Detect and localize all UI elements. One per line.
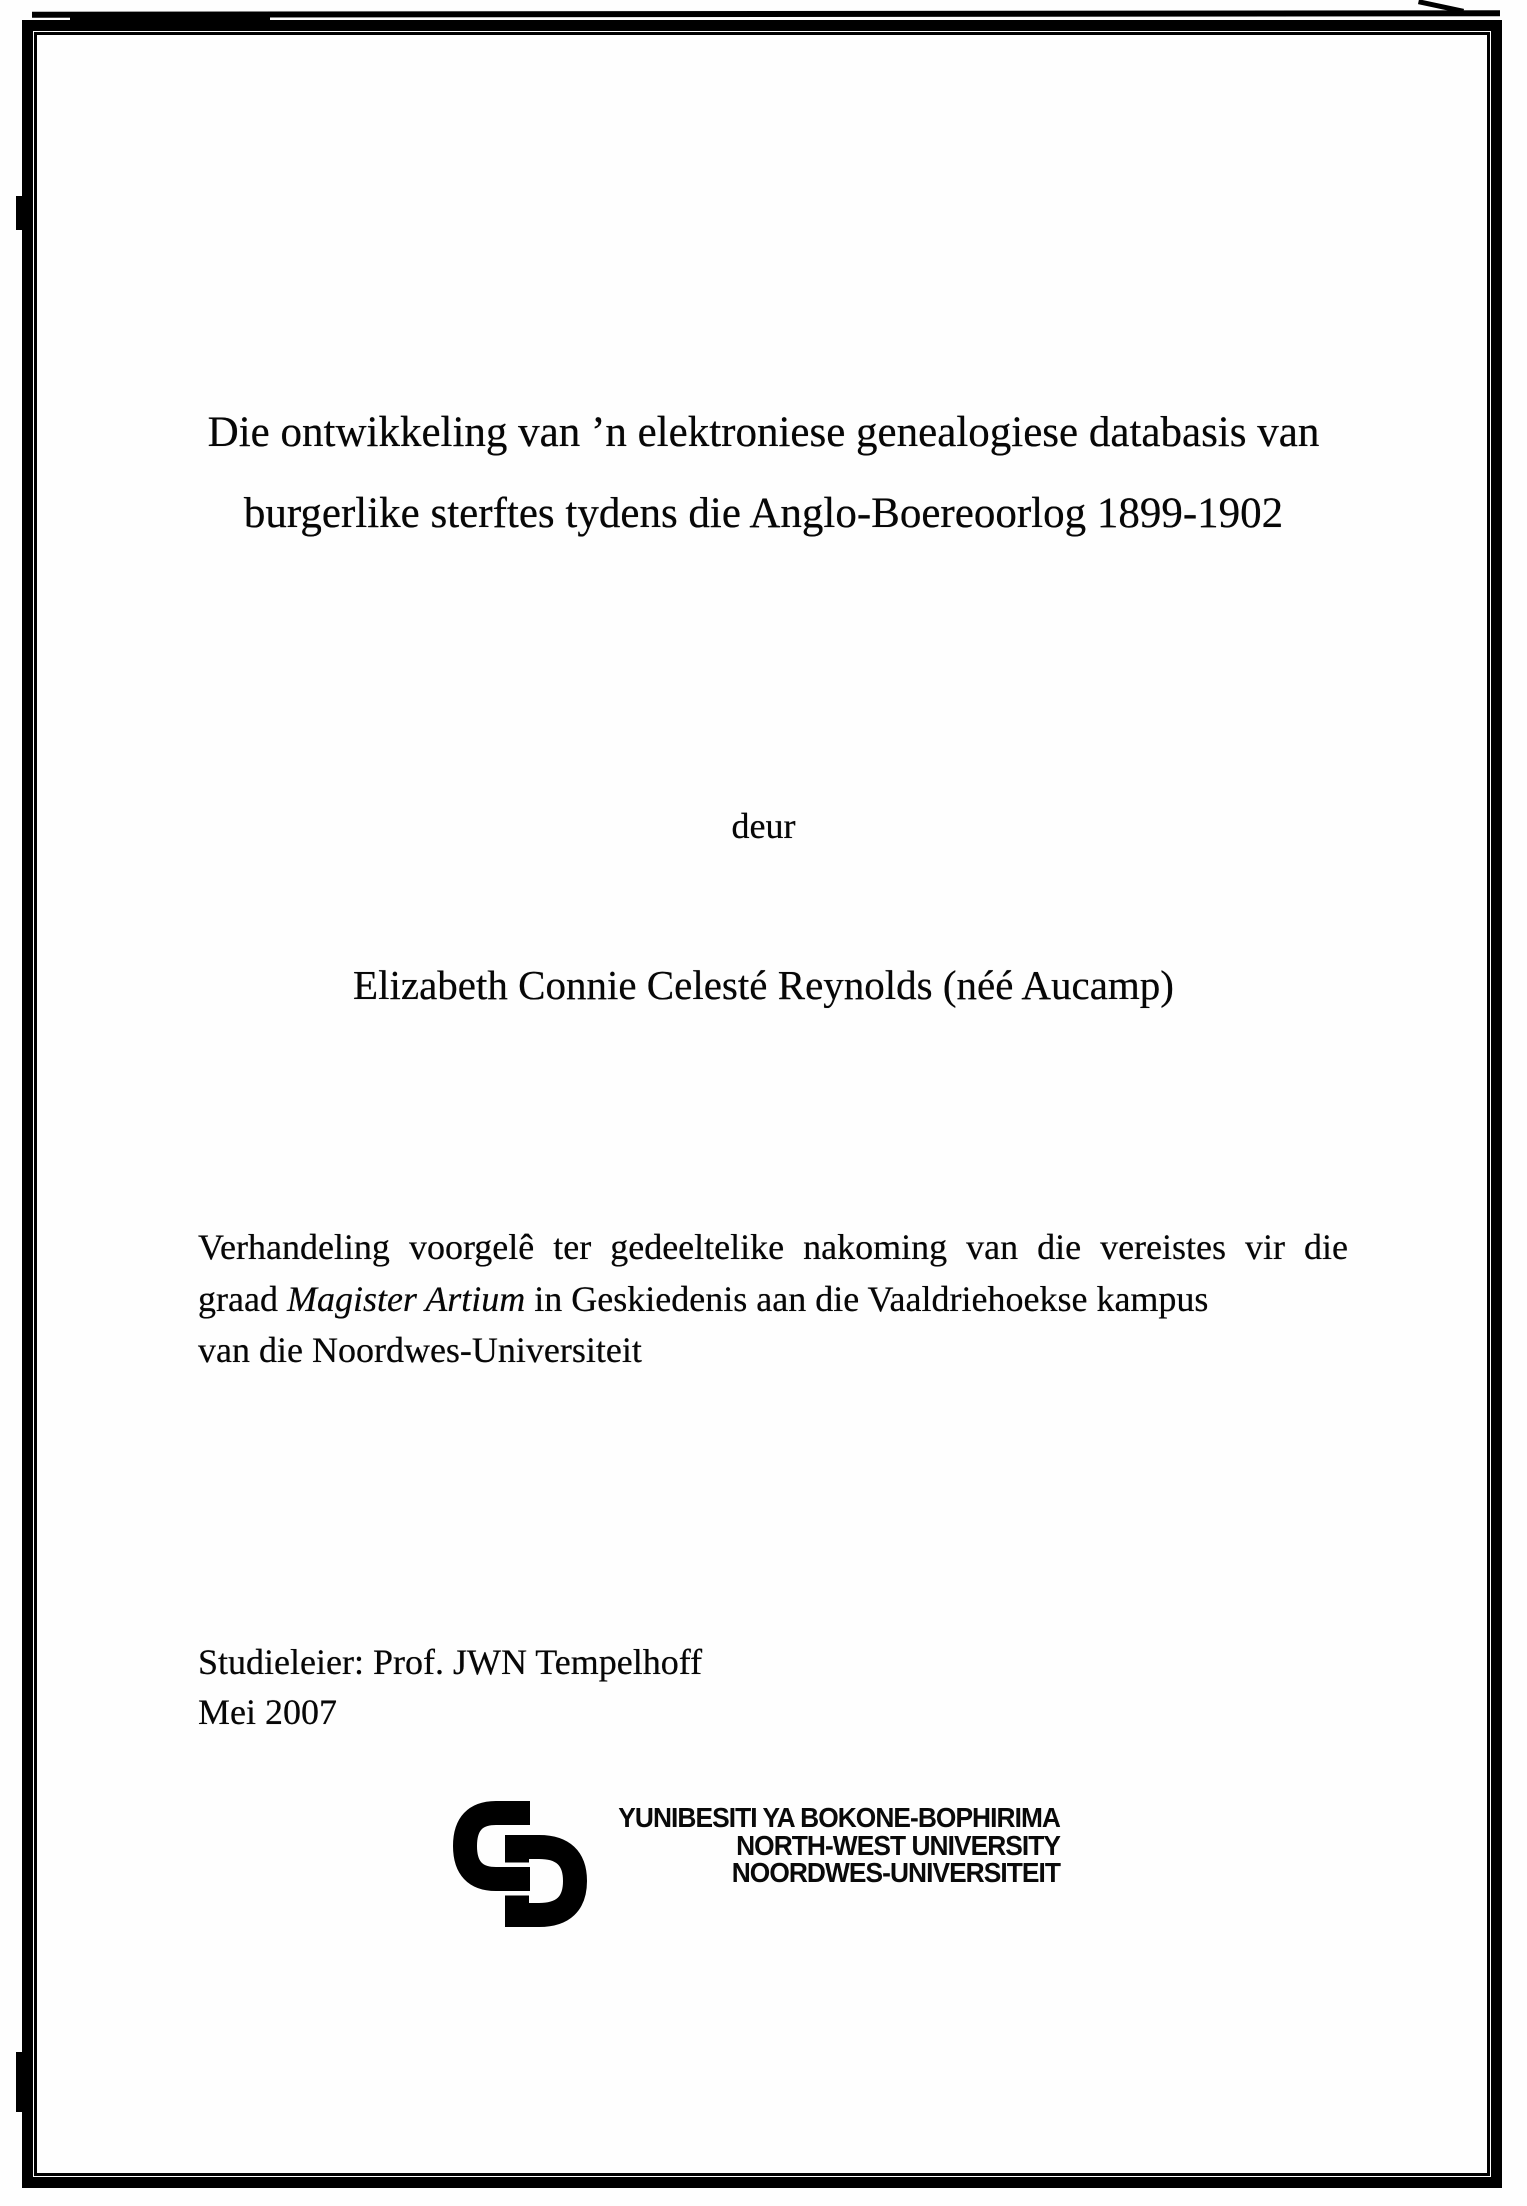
university-logo-mark-icon [452, 1800, 592, 1928]
byline-label: deur [731, 806, 796, 846]
university-name-afrikaans: NOORDWES-UNIVERSITEIT [731, 1857, 1060, 1888]
degree-name-italic: Magister Artium [286, 1278, 526, 1319]
degree-statement [198, 1222, 1348, 1377]
supervisor-line: Studieleier: Prof. JWN Tempelhoff [198, 1642, 703, 1682]
university-name-english: NORTH-WEST UNIVERSITY [736, 1829, 1060, 1861]
degree-statement-line2-prefix: graad [198, 1278, 287, 1319]
author-name: Elizabeth Connie Celesté Reynolds (néé Aucamp) [353, 962, 1174, 1008]
supervisor-block [198, 1637, 702, 1737]
degree-statement-line3: van die Noordwes-Universiteit [198, 1330, 642, 1370]
thesis-title-line2: burgerlike sterftes tydens die Anglo-Boereoorlog 1899-1902 [243, 490, 1284, 537]
thesis-title [70, 392, 1457, 554]
degree-statement-line2 [198, 1274, 1348, 1326]
thesis-title-line1: Die ontwikkeling van ’n elektroniese genealogiese databasis van [207, 409, 1320, 456]
date-line: Mei 2007 [198, 1692, 337, 1732]
degree-statement-line1: Verhandeling voorgelê ter gedeeltelike nakoming van die vereistes vir die [198, 1227, 1348, 1267]
degree-statement-line2-suffix: in Geskiedenis aan die Vaaldriehoekse kampus [525, 1278, 1209, 1319]
university-logo [452, 1800, 1072, 1930]
university-logo-text [590, 1804, 1060, 1887]
university-name-setswana: YUNIBESITI YA BOKONE-BOPHIRIMA [618, 1802, 1060, 1833]
